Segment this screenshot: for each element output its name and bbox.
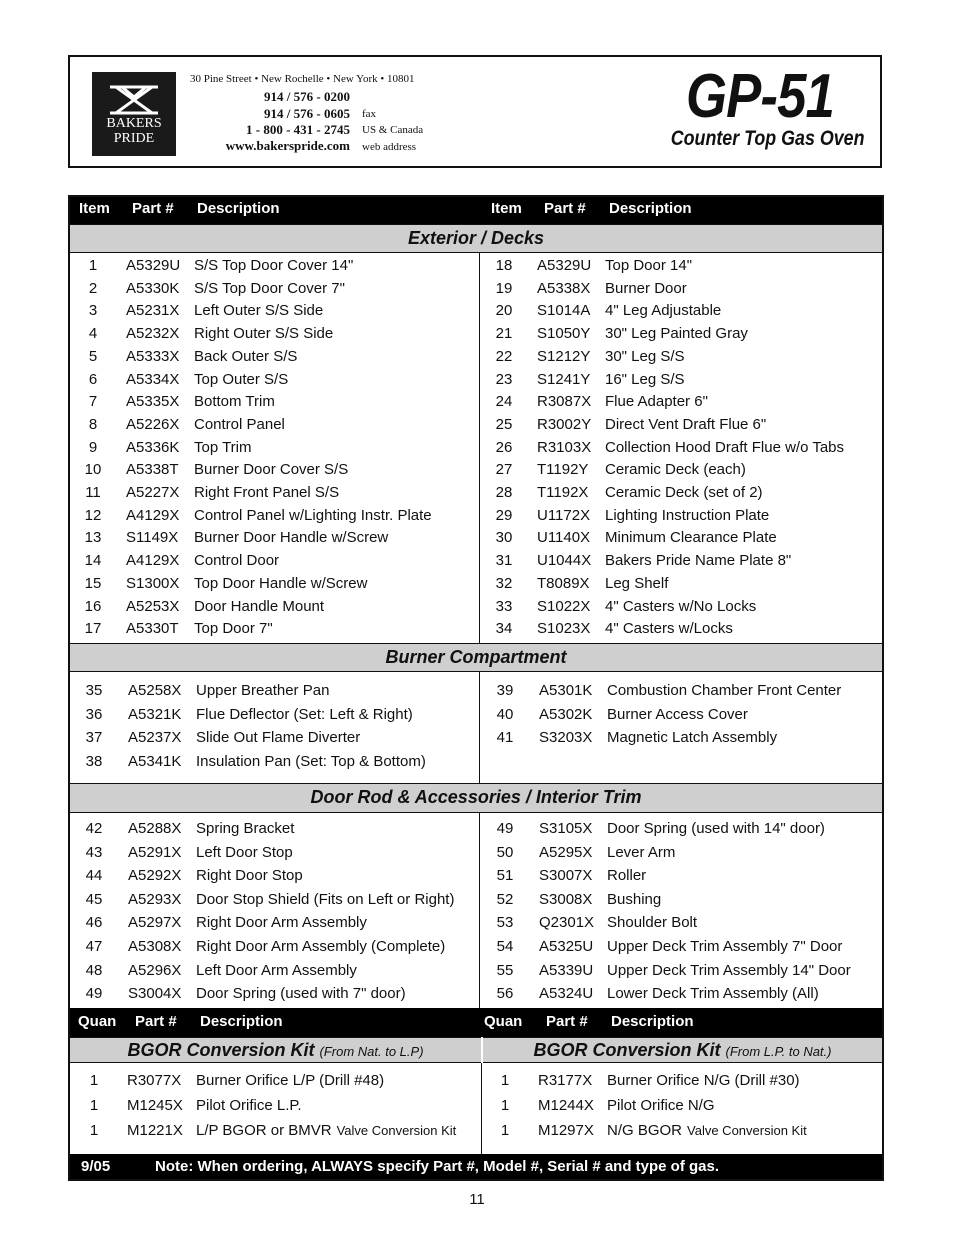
- part-description-text: Magnetic Latch Assembly: [607, 729, 778, 747]
- part-number: A5291X: [128, 843, 182, 861]
- col-part: Part #: [135, 1013, 177, 1030]
- part-number: A5258X: [128, 682, 182, 699]
- part-number: A5324U: [539, 985, 594, 1003]
- part-number: S1050Y: [537, 325, 591, 343]
- tollfree-label: US & Canada: [362, 124, 424, 136]
- part-description: [607, 819, 825, 839]
- part-description: [196, 866, 303, 886]
- part-number: T8089X: [537, 574, 590, 592]
- part-description-text: Right Door Stop: [196, 867, 303, 885]
- part-description-text: 4" Leg Adjustable: [605, 302, 722, 320]
- part-number: A5301K: [539, 682, 593, 699]
- part-description: [194, 347, 297, 367]
- part-description-text: Burner Orifice L/P (Drill #48): [196, 1072, 385, 1089]
- part-description: [605, 483, 763, 503]
- part-number: A4129X: [126, 552, 180, 570]
- logo-text-line1: BAKERS: [106, 116, 162, 131]
- footer-bar: [70, 1154, 882, 1179]
- item-number: 14: [84, 552, 102, 570]
- part-description: [194, 528, 388, 548]
- part-number: A5330T: [126, 620, 179, 638]
- part-description-text: Roller: [607, 867, 647, 885]
- part-description-text: Pilot Orifice L.P.: [196, 1097, 302, 1114]
- part-number: M1245X: [127, 1097, 183, 1114]
- part-number: S3007X: [539, 867, 593, 885]
- part-description-text: L/P BGOR or BMVR: [196, 1122, 332, 1139]
- part-number: A5338X: [537, 279, 591, 297]
- part-number: M1244X: [538, 1097, 594, 1114]
- part-description-text: Left Outer S/S Side: [194, 302, 324, 320]
- part-description: [194, 279, 345, 299]
- part-description-text: Back Outer S/S: [194, 347, 298, 365]
- item-number: 10: [84, 461, 102, 479]
- part-description: [605, 392, 708, 412]
- part-description: [607, 705, 748, 725]
- part-number: R3087X: [537, 393, 592, 411]
- logo-text-line2: PRIDE: [113, 131, 155, 146]
- col-description: Description: [200, 1013, 283, 1030]
- part-description: [605, 619, 733, 639]
- part-number: S1023X: [537, 620, 591, 638]
- kit-left-title-text: BGOR Conversion Kit: [127, 1040, 315, 1060]
- part-description-text: 4" Casters w/No Locks: [605, 597, 757, 615]
- part-number: U1140X: [537, 529, 591, 547]
- item-number: 8: [88, 415, 98, 433]
- part-description: [196, 913, 367, 933]
- part-description: [605, 574, 668, 594]
- item-number: 49: [85, 985, 103, 1003]
- part-number: T1192Y: [537, 461, 589, 479]
- item-number: 11: [85, 484, 101, 501]
- part-number: A5334X: [126, 370, 180, 388]
- part-description-text: Lever Arm: [607, 843, 676, 861]
- part-description: [194, 551, 279, 571]
- part-description: [607, 984, 819, 1004]
- part-number: A5341K: [128, 752, 182, 770]
- part-description-text: Door Stop Shield (Fits on Left or Right): [196, 890, 455, 908]
- item-number: 32: [495, 574, 513, 592]
- item-number: 5: [88, 347, 98, 365]
- part-description: [196, 843, 293, 863]
- part-description-text: Top Trim: [194, 438, 252, 456]
- item-number: 53: [496, 914, 514, 932]
- col-description-right: Description: [611, 1013, 694, 1030]
- item-number: 38: [85, 752, 103, 770]
- item-number: 4: [88, 325, 98, 343]
- part-description: [605, 324, 748, 344]
- part-description-text: Right Outer S/S Side: [194, 325, 334, 343]
- part-description: [194, 574, 367, 594]
- kit-right-title: [483, 1037, 882, 1063]
- part-number: S1241Y: [537, 370, 591, 388]
- part-description-text: Top Door Handle w/Screw: [194, 574, 368, 592]
- part-number: A5296X: [128, 961, 182, 979]
- part-description-text: Spring Bracket: [196, 820, 295, 837]
- item-number: 36: [85, 705, 103, 723]
- kit-header-bar: [70, 1008, 882, 1037]
- part-number: S3203X: [539, 729, 593, 747]
- part-number: A5329U: [537, 257, 592, 274]
- part-number: S1022X: [537, 597, 591, 615]
- part-number: A5295X: [539, 843, 593, 861]
- part-number: S3105X: [539, 820, 593, 837]
- company-address: 30 Pine Street • New Rochelle • New York • 10801: [190, 73, 415, 85]
- part-description-text: Burner Door Cover S/S: [194, 461, 349, 479]
- part-description-text: Shoulder Bolt: [607, 914, 698, 932]
- item-number: 46: [85, 914, 103, 932]
- item-number: 33: [495, 597, 513, 615]
- part-description-text: Upper Deck Trim Assembly 7" Door: [607, 938, 843, 955]
- part-description: [607, 843, 675, 863]
- kit-left-subtitle: (From Nat. to L.P): [319, 1044, 424, 1059]
- part-description-text: Bushing: [607, 890, 662, 908]
- part-number: A5336K: [126, 438, 180, 456]
- item-number: 28: [495, 484, 513, 501]
- part-description-text: Lighting Instruction Plate: [605, 506, 770, 524]
- part-description-text: S/S Top Door Cover 7": [194, 279, 345, 297]
- item-number: 18: [495, 257, 513, 274]
- part-description: [605, 415, 766, 435]
- item-number: 44: [85, 867, 103, 885]
- part-description: [605, 279, 687, 299]
- item-number: 34: [495, 620, 513, 638]
- item-number: 24: [495, 393, 513, 411]
- column-divider: [479, 253, 480, 643]
- part-description-text: Door Handle Mount: [194, 597, 325, 615]
- part-number: A5338T: [126, 461, 179, 479]
- part-description: [607, 866, 646, 886]
- part-description-text: 4" Casters w/Locks: [605, 620, 733, 638]
- part-description: [194, 506, 432, 526]
- col-quan-right: Quan: [484, 1013, 523, 1030]
- part-number: S1212Y: [537, 347, 591, 365]
- part-description-text: Control Panel: [194, 415, 285, 433]
- item-number: 20: [495, 302, 513, 320]
- ordering-note: Note: When ordering, ALWAYS specify Part #, Model #, Serial # and type of gas.: [155, 1158, 720, 1175]
- part-number: A5297X: [128, 914, 182, 932]
- item-number: 31: [495, 552, 513, 570]
- product-subtitle: Counter Top Gas Oven: [670, 127, 865, 150]
- part-description: [196, 728, 360, 748]
- part-description-text: Insulation Pan (Set: Top & Bottom): [196, 752, 426, 770]
- part-description-text: Slide Out Flame Diverter: [196, 729, 361, 747]
- item-number: 27: [495, 461, 513, 479]
- part-description-text: Door Spring (used with 14" door): [607, 820, 825, 837]
- part-description: [607, 961, 851, 981]
- part-description: [194, 301, 323, 321]
- part-number: T1192X: [537, 484, 589, 501]
- col-description-right: Description: [609, 200, 692, 217]
- part-description: [196, 1121, 456, 1141]
- section-door-rod: Door Rod & Accessories / Interior Trim: [70, 783, 882, 813]
- part-description-text: Right Front Panel S/S: [194, 484, 340, 501]
- part-description: [196, 1071, 384, 1091]
- part-number: U1044X: [537, 552, 592, 570]
- part-description: [194, 597, 324, 617]
- part-description: [194, 483, 339, 503]
- part-description-text: Burner Orifice N/G (Drill #30): [607, 1072, 800, 1089]
- item-number: 17: [84, 620, 102, 638]
- part-description-text: Ceramic Deck (each): [605, 461, 746, 479]
- part-description: [194, 324, 333, 344]
- part-number: R3077X: [127, 1072, 182, 1089]
- part-number: Q2301X: [539, 914, 595, 932]
- part-number: S3008X: [539, 890, 593, 908]
- item-number: 48: [85, 961, 103, 979]
- item-number: 2: [88, 279, 98, 297]
- part-description-text: Door Spring (used with 7" door): [196, 985, 406, 1003]
- part-description: [605, 438, 844, 458]
- part-number: S1149X: [126, 529, 179, 547]
- part-description: [605, 370, 685, 390]
- part-description: [607, 890, 661, 910]
- part-description-text: Direct Vent Draft Flue 6": [605, 415, 767, 433]
- item-number: 54: [496, 938, 514, 955]
- part-number: R3103X: [537, 438, 592, 456]
- part-description: [196, 890, 454, 910]
- part-description-note: Valve Conversion Kit: [336, 1123, 457, 1138]
- fax-number: 914 / 576 - 0605: [264, 106, 350, 121]
- part-number: A5339U: [539, 961, 594, 979]
- item-number: 55: [496, 961, 514, 979]
- item-number: 50: [496, 843, 514, 861]
- part-number: A5333X: [126, 347, 180, 365]
- fax-label: fax: [362, 108, 377, 120]
- item-number: 9: [88, 438, 98, 456]
- revision-date: 9/05: [81, 1158, 111, 1175]
- part-description: [607, 913, 697, 933]
- part-description: [194, 392, 275, 412]
- part-number: S1300X: [126, 574, 180, 592]
- part-number: M1221X: [127, 1122, 183, 1139]
- part-description-text: Minimum Clearance Plate: [605, 529, 777, 547]
- logo-emblem-icon: [108, 85, 160, 115]
- part-description-text: Flue Adapter 6": [605, 393, 708, 411]
- part-description: [194, 438, 252, 458]
- item-number: 52: [496, 890, 514, 908]
- part-description-text: Top Door 14": [605, 257, 693, 274]
- part-description-text: Burner Door Handle w/Screw: [194, 529, 389, 547]
- part-description: [605, 528, 777, 548]
- col-item: Item: [79, 200, 110, 217]
- part-number: A4129X: [126, 506, 180, 524]
- part-description-text: 30" Leg Painted Gray: [605, 325, 748, 343]
- col-part-right: Part #: [544, 200, 586, 217]
- part-description: [605, 597, 756, 617]
- column-divider: [479, 813, 480, 1008]
- item-number: 1: [88, 257, 98, 274]
- part-description-text: Top Door 7": [194, 620, 273, 638]
- item-number: 30: [495, 529, 513, 547]
- part-number: A5288X: [128, 820, 182, 837]
- part-description-text: N/G BGOR: [607, 1122, 683, 1139]
- part-description-text: Lower Deck Trim Assembly (All): [607, 985, 819, 1003]
- item-number: 6: [88, 370, 98, 388]
- col-item-right: Item: [491, 200, 522, 217]
- part-description: [605, 551, 791, 571]
- website: www.bakerspride.com: [225, 138, 350, 153]
- column-divider: [479, 672, 480, 783]
- part-number: A5321K: [128, 705, 182, 723]
- page-number: 11: [469, 1191, 485, 1208]
- model-number: GP-51: [685, 62, 835, 131]
- part-description-text: Control Panel w/Lighting Instr. Plate: [194, 506, 432, 524]
- item-number: 49: [496, 820, 514, 837]
- part-description: [194, 460, 348, 480]
- part-number: R3177X: [538, 1072, 593, 1089]
- part-description-text: Bakers Pride Name Plate 8": [605, 552, 792, 570]
- part-description: [196, 819, 294, 839]
- part-description: [605, 301, 721, 321]
- part-number: R3002Y: [537, 415, 592, 433]
- item-number: 56: [496, 985, 514, 1003]
- part-number: M1297X: [538, 1122, 594, 1139]
- item-number: 13: [84, 529, 102, 547]
- item-number: 42: [85, 820, 103, 837]
- part-description-text: Top Outer S/S: [194, 370, 289, 388]
- phone-number: 914 / 576 - 0200: [264, 89, 350, 104]
- col-description: Description: [197, 200, 280, 217]
- item-number: 37: [85, 729, 103, 747]
- part-number: A5237X: [128, 729, 182, 747]
- part-description: [607, 681, 841, 701]
- item-number: 40: [496, 705, 514, 723]
- item-number: 22: [495, 347, 513, 365]
- part-number: U1172X: [537, 506, 591, 524]
- part-description: [194, 619, 273, 639]
- part-description-text: Collection Hood Draft Flue w/o Tabs: [605, 438, 845, 456]
- part-description: [607, 1096, 715, 1116]
- part-description-text: Bottom Trim: [194, 393, 275, 411]
- part-number: A5330K: [126, 279, 180, 297]
- item-number: 39: [496, 682, 514, 699]
- item-number: 25: [495, 415, 513, 433]
- item-number: 43: [85, 843, 103, 861]
- part-description: [605, 256, 692, 276]
- item-number: 1: [500, 1097, 510, 1114]
- part-description: [605, 460, 746, 480]
- tollfree-number: 1 - 800 - 431 - 2745: [246, 122, 350, 137]
- part-description-text: S/S Top Door Cover 14": [194, 257, 354, 274]
- part-description: [196, 984, 406, 1004]
- item-number: 15: [84, 574, 102, 592]
- item-number: 21: [495, 325, 513, 343]
- part-description: [196, 752, 426, 772]
- part-description-text: Pilot Orifice N/G: [607, 1097, 715, 1114]
- part-description-text: Leg Shelf: [605, 574, 669, 592]
- item-number: 1: [89, 1072, 99, 1089]
- part-description-text: Control Door: [194, 552, 280, 570]
- part-number: A5302K: [539, 705, 593, 723]
- item-number: 16: [84, 597, 102, 615]
- part-description-text: Ceramic Deck (set of 2): [605, 484, 763, 501]
- part-description: [607, 1121, 807, 1141]
- item-number: 19: [495, 279, 513, 297]
- item-number: 7: [88, 393, 98, 411]
- part-number: A5253X: [126, 597, 180, 615]
- item-number: 35: [85, 682, 103, 699]
- part-number: A5292X: [128, 867, 182, 885]
- part-description: [194, 370, 288, 390]
- part-number: A5325U: [539, 938, 594, 955]
- part-description-note: Valve Conversion Kit: [687, 1123, 807, 1138]
- part-description-text: 16" Leg S/S: [605, 370, 685, 388]
- part-description-text: Combustion Chamber Front Center: [607, 682, 842, 699]
- kit-right-subtitle: (From L.P. to Nat.): [725, 1044, 832, 1059]
- item-number: 45: [85, 890, 103, 908]
- part-number: A5232X: [126, 325, 180, 343]
- part-description: [196, 681, 329, 701]
- part-description: [196, 705, 413, 725]
- column-divider: [481, 1063, 482, 1154]
- item-number: 51: [496, 867, 514, 885]
- item-number: 26: [495, 438, 513, 456]
- item-number: 12: [84, 506, 102, 524]
- part-description-text: Upper Breather Pan: [196, 682, 330, 699]
- table-header-bar: [70, 197, 882, 224]
- part-description-text: Burner Access Cover: [607, 705, 748, 723]
- part-number: A5293X: [128, 890, 182, 908]
- part-description-text: Left Door Arm Assembly: [196, 961, 357, 979]
- item-number: 1: [89, 1097, 99, 1114]
- bakers-pride-logo: [92, 72, 176, 156]
- website-label: web address: [362, 141, 417, 153]
- section-burner-compartment: Burner Compartment: [70, 643, 882, 672]
- part-number: A5308X: [128, 938, 182, 955]
- item-number: 1: [500, 1072, 510, 1089]
- part-description: [196, 937, 445, 957]
- part-description: [196, 1096, 302, 1116]
- item-number: 1: [500, 1122, 510, 1139]
- part-number: A5227X: [126, 484, 180, 501]
- part-number: A5231X: [126, 302, 180, 320]
- item-number: 29: [495, 506, 513, 524]
- part-description-text: Upper Deck Trim Assembly 14" Door: [607, 961, 851, 979]
- part-description-text: Left Door Stop: [196, 843, 293, 861]
- part-description: [607, 937, 842, 957]
- part-description: [194, 256, 353, 276]
- item-number: 23: [495, 370, 513, 388]
- part-number: A5226X: [126, 415, 180, 433]
- item-number: 47: [85, 938, 103, 955]
- col-part: Part #: [132, 200, 174, 217]
- kit-left-title: [70, 1037, 481, 1063]
- part-number: S1014A: [537, 302, 591, 320]
- item-number: 41: [496, 729, 514, 747]
- col-quan: Quan: [78, 1013, 117, 1030]
- part-description-text: Burner Door: [605, 279, 687, 297]
- section-exterior-decks: Exterior / Decks: [70, 224, 882, 253]
- part-description: [607, 728, 777, 748]
- part-description-text: Right Door Arm Assembly (Complete): [196, 938, 446, 955]
- part-number: A5335X: [126, 393, 180, 411]
- part-description: [605, 506, 769, 526]
- part-description: [607, 1071, 800, 1091]
- item-number: 1: [89, 1122, 99, 1139]
- part-description: [605, 347, 685, 367]
- kit-right-title-text: BGOR Conversion Kit: [533, 1040, 721, 1060]
- part-description-text: Right Door Arm Assembly: [196, 914, 367, 932]
- part-number: S3004X: [128, 985, 182, 1003]
- item-number: 3: [88, 302, 98, 320]
- part-description-text: 30" Leg S/S: [605, 347, 685, 365]
- part-description: [194, 415, 285, 435]
- col-part-right: Part #: [546, 1013, 588, 1030]
- part-description: [196, 961, 357, 981]
- part-description-text: Flue Deflector (Set: Left & Right): [196, 705, 413, 723]
- part-number: A5329U: [126, 257, 181, 274]
